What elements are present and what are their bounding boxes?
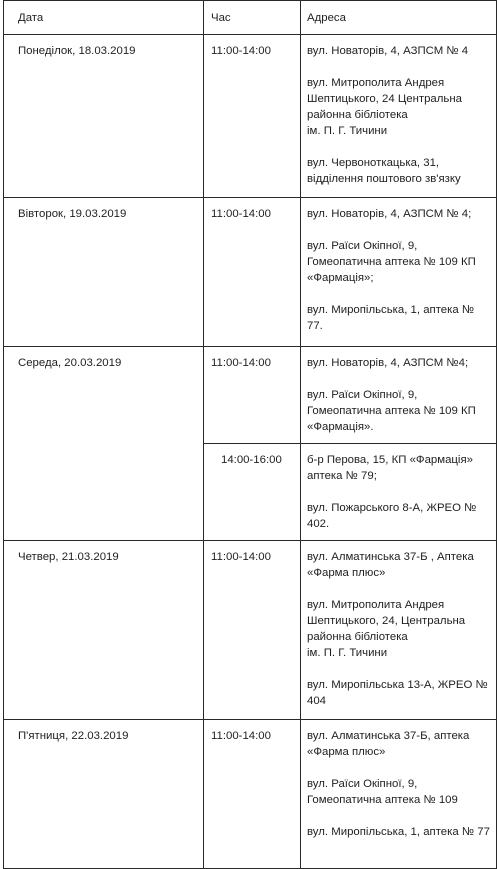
time-cell: 11:00-14:00 <box>204 541 301 720</box>
address-item: вул. Алматинська 37-Б, аптека «Фарма плюс» <box>307 730 470 758</box>
address-cell <box>301 198 497 347</box>
table-row <box>4 347 497 444</box>
address-item: вул. Червоноткацька, 31, відділення поштового зв'язку <box>307 157 461 185</box>
address-cell <box>301 347 497 444</box>
table-row <box>4 720 497 869</box>
header-time: Час <box>204 1 301 35</box>
address-item: б-р Перова, 15, КП «Фармація» аптека № 79; <box>307 454 473 482</box>
address-item: вул. Новаторів, 4, АЗПСМ № 4; <box>307 208 472 220</box>
time-cell: 11:00-14:00 <box>204 198 301 347</box>
header-date: Дата <box>4 1 204 35</box>
date-cell: Вівторок, 19.03.2019 <box>4 198 204 347</box>
table-header-row <box>4 1 497 35</box>
address-item: вул. Новаторів, 4, АЗПСМ №4; <box>307 357 469 369</box>
address-item: вул. Новаторів, 4, АЗПСМ № 4 <box>307 45 469 57</box>
address-item: вул. Пожарського 8-А, ЖРЕО № 402. <box>307 502 477 530</box>
header-address: Адреса <box>301 1 497 35</box>
schedule-table <box>3 0 497 869</box>
table-row <box>4 35 497 198</box>
address-item: вул. Митрополита Андрея Шептицького, 24, Центральна районна бібліотека ім. П. Г. Тичини <box>307 599 466 659</box>
date-cell: П'ятниця, 22.03.2019 <box>4 720 204 869</box>
address-item: вул. Миропільська, 1, аптека № 77. <box>307 304 475 332</box>
time-cell: 11:00-14:00 <box>204 35 301 198</box>
date-cell: Четвер, 21.03.2019 <box>4 541 204 720</box>
time-cell: 14:00-16:00 <box>204 444 301 541</box>
date-cell: Середа, 20.03.2019 <box>4 347 204 541</box>
address-cell <box>301 541 497 720</box>
time-cell: 11:00-14:00 <box>204 347 301 444</box>
address-cell <box>301 720 497 869</box>
address-cell <box>301 444 497 541</box>
table-row <box>4 198 497 347</box>
address-item: вул. Раїси Окіпної, 9, Гомеопатична аптека № 109 <box>307 778 458 806</box>
address-item: вул. Раїси Окіпної, 9, Гомеопатична аптека № 109 КП «Фармація». <box>307 389 476 433</box>
address-cell <box>301 35 497 198</box>
table-row <box>4 541 497 720</box>
address-item: вул. Миропільська 13-А, ЖРЕО № 404 <box>307 679 488 707</box>
address-item: вул. Алматинська 37-Б , Аптека «Фарма плюс» <box>307 551 474 579</box>
address-item: вул. Миропільська, 1, аптека № 77 <box>307 826 490 838</box>
address-item: вул. Митрополита Андрея Шептицького, 24 Центральна районна бібліотека ім. П. Г. Тичини <box>307 77 462 137</box>
time-cell: 11:00-14:00 <box>204 720 301 869</box>
date-cell: Понеділок, 18.03.2019 <box>4 35 204 198</box>
address-item: вул. Раїси Окіпної, 9, Гомеопатична аптека № 109 КП «Фармація»; <box>307 240 476 284</box>
